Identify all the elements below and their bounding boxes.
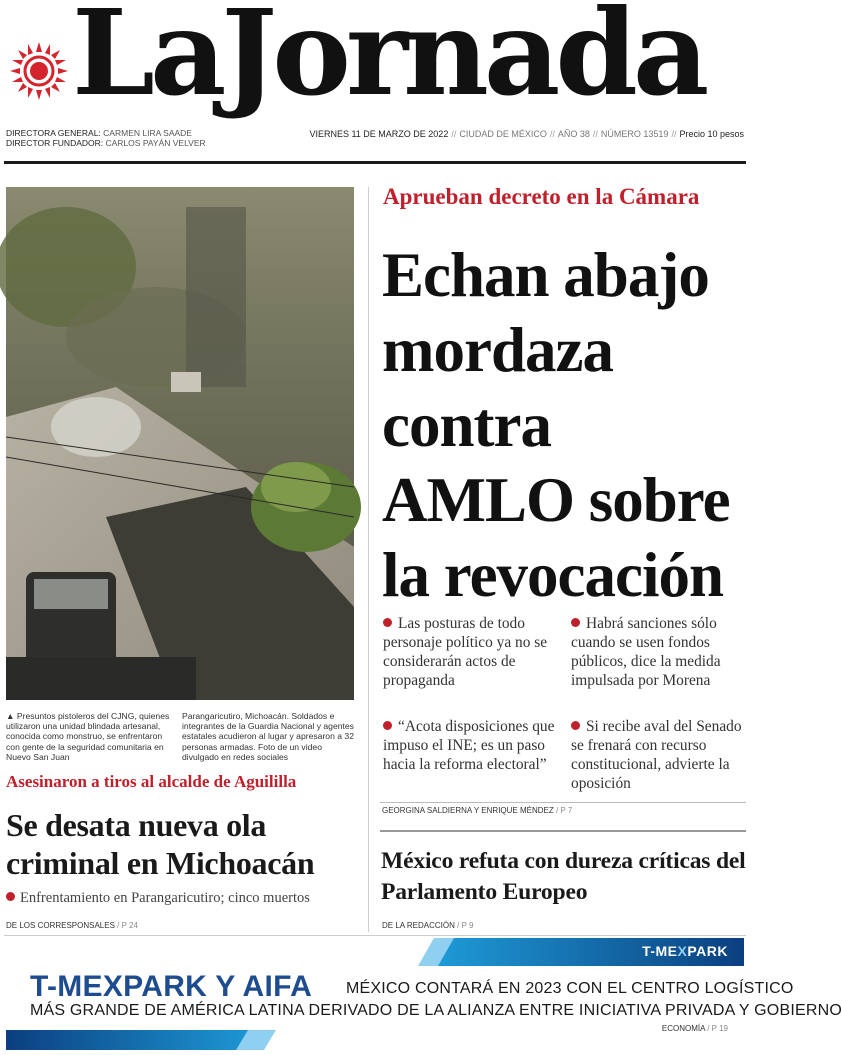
photo-caption-left: ▲ Presuntos pistoleros del CJNG, quienes utilizaron una unidad blindada artesanal, conocida como monstruo, se enfrentaron con gente de la seguridad comunitaria en Nuevo San Juan — [6, 711, 170, 762]
issue-price: Precio 10 pesos — [679, 129, 744, 139]
bullet-dot-icon — [6, 892, 15, 901]
main-bullet: Las posturas de todo personaje político ya no se considerarán actos de propaganda — [383, 615, 548, 689]
issue-date: VIERNES 11 DE MARZO DE 2022 — [309, 129, 449, 139]
lead-photo — [6, 187, 354, 700]
main-story-credit: GEORGINA SALDIERNA Y ENRIQUE MÉNDEZ / P 7 — [382, 806, 573, 815]
staff-credits — [6, 128, 206, 148]
main-story-kicker[interactable]: Aprueban decreto en la Cámara — [383, 184, 700, 209]
main-story-headline[interactable]: Echan abajo mordaza contra AMLO sobre la revocación — [382, 240, 730, 610]
main-bullet: Habrá sanciones sólo cuando se usen fondos públicos, dice la medida impulsada por Morena — [571, 615, 721, 689]
issue-city: CIUDAD DE MÉXICO — [459, 129, 547, 139]
bullet-dot-icon — [571, 618, 580, 627]
second-story-headline[interactable]: México refuta con dureza críticas del Parlamento Europeo — [381, 848, 746, 905]
issue-year: AÑO 38 — [557, 129, 590, 139]
issue-number: NÚMERO 13519 — [600, 129, 669, 139]
ad-brand-logo: T-MEXPARK — [642, 943, 728, 959]
second-story-credit: DE LA REDACCIÓN / P 9 — [382, 921, 474, 930]
masthead-divider — [4, 161, 746, 164]
left-story-credit: DE LOS CORRESPONSALES / P 24 — [6, 921, 138, 930]
bullet-dot-icon — [383, 721, 392, 730]
photo-caption-right: Parangaricutiro, Michoacán. Soldados e integrantes de la Guardia Nacional y agentes estatales acudieron al lugar y apresaron a 32 personas armadas. Foto de un video divulgado en redes sociales — [182, 711, 354, 762]
byline-rule — [380, 802, 746, 803]
newspaper-logo-title: LaJornada — [72, 0, 705, 122]
main-bullet: Si recibe aval del Senado se frenará con recurso constitucional, advierte la oposición — [571, 718, 742, 792]
staff-line: DIRECTOR FUNDADOR: CARLOS PAYÁN VELVER — [6, 138, 206, 148]
left-story-headline[interactable]: Se desata nueva ola criminal en Michoacán — [6, 807, 315, 881]
ad-headline: T-MEXPARK Y AIFA — [30, 970, 313, 1003]
bullet-dot-icon — [383, 618, 392, 627]
bullet-dot-icon — [571, 721, 580, 730]
ad-text-line: MÁS GRANDE DE AMÉRICA LATINA DERIVADO DE LA ALIANZA ENTRE INICIATIVA PRIVADA Y GOBIERNO — [30, 1002, 842, 1019]
main-bullet: “Acota disposiciones que impuso el INE; es un paso hacia la reforma electoral” — [383, 718, 555, 773]
advertisement-banner[interactable] — [6, 938, 842, 1050]
story-divider — [380, 830, 746, 832]
ad-bar-decoration — [6, 1030, 261, 1050]
left-story-kicker[interactable]: Asesinaron a tiros al alcalde de Aguililla — [6, 772, 297, 791]
masthead — [0, 0, 750, 126]
sun-logo-icon — [8, 40, 70, 102]
ad-text-line: MÉXICO CONTARÁ EN 2023 CON EL CENTRO LOGÍSTICO — [346, 980, 794, 997]
left-story-bullet: Enfrentamiento en Parangaricutiro; cinco muertos — [6, 890, 310, 907]
ad-credit: ECONOMÍA / P 19 — [661, 1024, 728, 1033]
column-divider — [368, 187, 369, 932]
ad-divider — [4, 935, 746, 936]
dateline: VIERNES 11 DE MARZO DE 2022 // CIUDAD DE MÉXICO // AÑO 38 // NÚMERO 13519 // Precio 10 pesos — [309, 129, 744, 139]
staff-line: DIRECTORA GENERAL: CARMEN LIRA SAADE — [6, 128, 192, 138]
